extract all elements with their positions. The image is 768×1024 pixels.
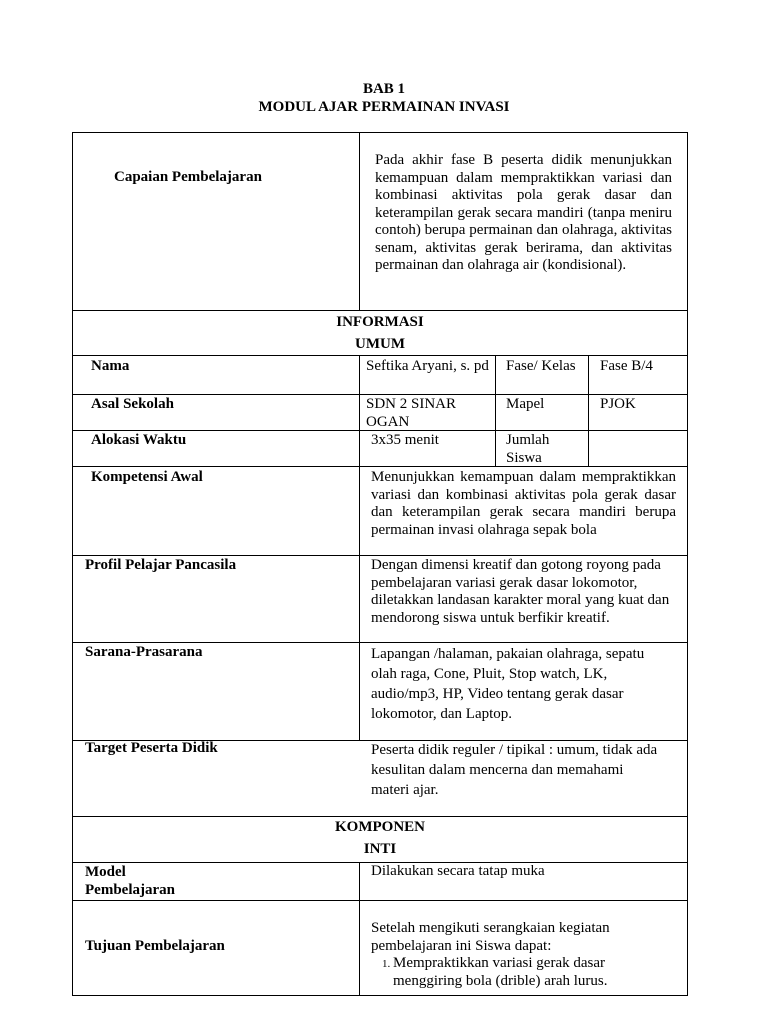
alokasi-waktu-value: 3x35 menit (371, 432, 439, 448)
mapel-label: Mapel (506, 396, 545, 412)
kompetensi-awal-label: Kompetensi Awal (91, 469, 203, 485)
komponen-inti-heading: KOMPONEN INTI (335, 819, 425, 857)
module-table (72, 132, 688, 996)
model-pembelajaran-label: Model Pembelajaran (85, 864, 175, 898)
fase-kelas-value: Fase B/4 (600, 358, 653, 374)
nama-label: Nama (91, 358, 130, 374)
capaian-label: Capaian Pembelajaran (114, 169, 262, 185)
chapter-heading: BAB 1 (362, 81, 406, 97)
kompetensi-awal-text: Menunjukkan kemampuan dalam mempraktikkan variasi dan kombinasi aktivitas pola gerak dasar dan keterampilan gerak secara mandiri berupa permainan invasi olahraga sepak bola (371, 469, 676, 538)
tujuan-pembelajaran-content (371, 920, 671, 990)
module-title: MODUL AJAR PERMAINAN INVASI (258, 99, 510, 115)
alokasi-waktu-label: Alokasi Waktu (91, 432, 187, 448)
jumlah-siswa-label: Jumlah Siswa (506, 432, 550, 466)
target-peserta-text: Peserta didik reguler / tipikal : umum, tidak ada kesulitan dalam mencerna dan memahami materi ajar. (371, 742, 658, 798)
tujuan-intro: Setelah mengikuti serangkaian kegiatan pembelajaran ini Siswa dapat: (371, 920, 610, 954)
list-item: 1. Mempraktikkan variasi gerak dasar menggiring bola (drible) arah lurus. (393, 955, 671, 990)
informasi-umum-heading: INFORMASI UMUM (336, 314, 424, 352)
mapel-value: PJOK (600, 396, 636, 412)
nama-value: Seftika Aryani, s. pd (366, 358, 489, 374)
capaian-text: Pada akhir fase B peserta didik menunjukkan kemampuan dalam mempraktikkan variasi dan kombinasi aktivitas pola gerak dasar dan keterampilan gerak secara mandiri (tanpa meniru contoh) berupa permainan dan olahraga, aktivitas senam, aktivitas gerak berirama, dan aktivitas permainan dan olahraga air (kondisional). (375, 152, 672, 273)
model-pembelajaran-text: Dilakukan secara tatap muka (371, 863, 545, 879)
asal-sekolah-value: SDN 2 SINAR OGAN (366, 396, 457, 430)
fase-kelas-label: Fase/ Kelas (506, 358, 576, 374)
sarana-prasarana-label: Sarana-Prasarana (85, 644, 203, 660)
document-title (0, 80, 768, 116)
profil-pancasila-label: Profil Pelajar Pancasila (85, 557, 237, 573)
profil-pancasila-text: Dengan dimensi kreatif dan gotong royong pada pembelajaran variasi gerak dasar lokomotor, diletakkan landasan karakter moral yang kuat dan mendorong siswa untuk berfikir kreatif. (371, 557, 670, 626)
tujuan-pembelajaran-label: Tujuan Pembelajaran (85, 938, 225, 954)
asal-sekolah-label: Asal Sekolah (91, 396, 174, 412)
sarana-prasarana-text: Lapangan /halaman, pakaian olahraga, sepatu olah raga, Cone, Pluit, Stop watch, LK, audio/mp3, HP, Video tentang gerak dasar lokomotor, dan Laptop. (371, 646, 645, 722)
target-peserta-label: Target Peserta Didik (85, 740, 218, 756)
tujuan-list (371, 955, 671, 990)
